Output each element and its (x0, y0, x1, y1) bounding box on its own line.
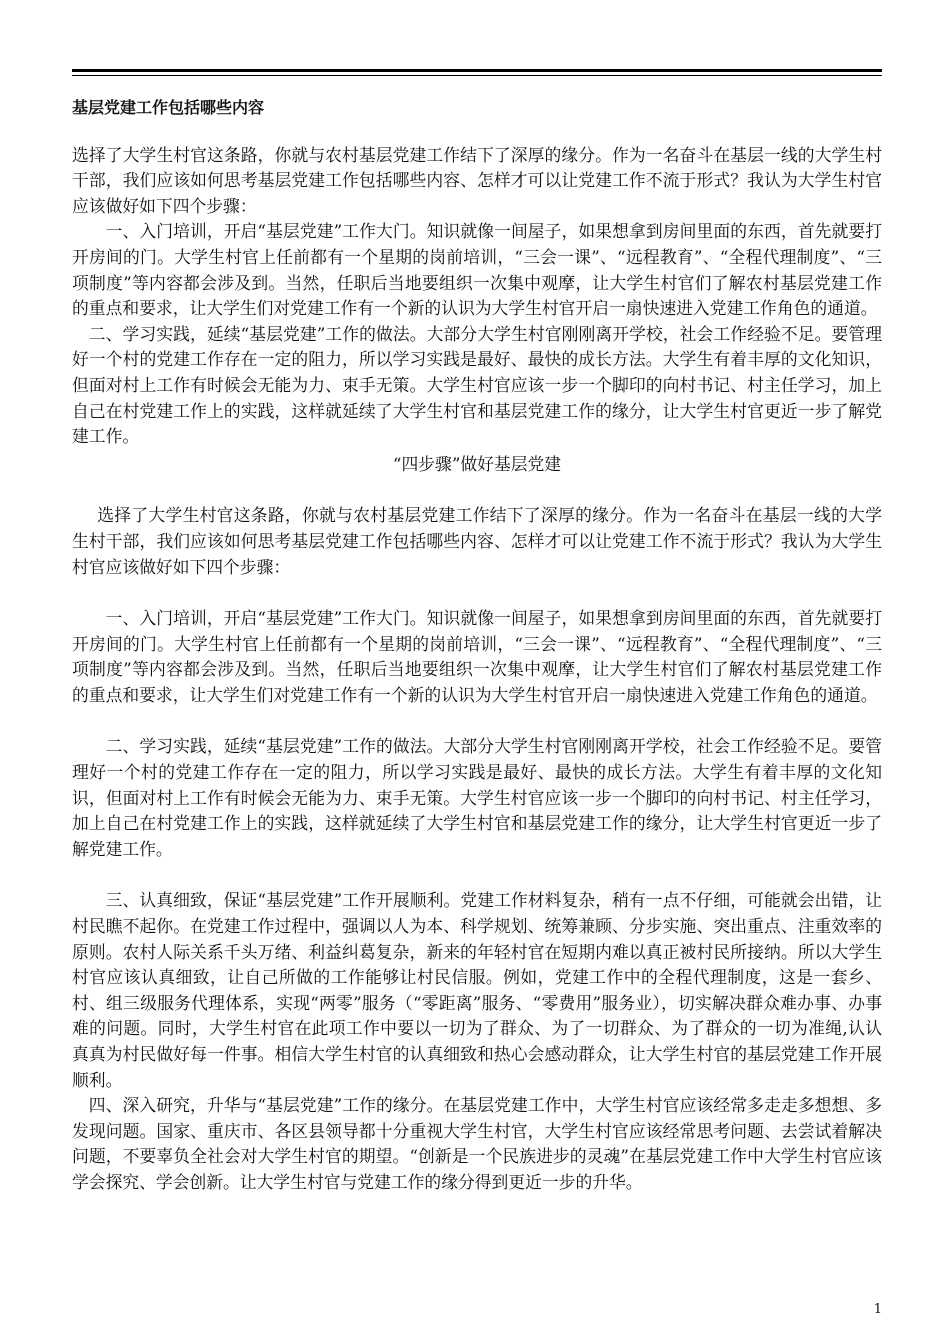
paragraph-step-4: 四、深入研究，升华与“基层党建”工作的缘分。在基层党建工作中，大学生村官应该经常多走走多想想、多发现问题。国家、重庆市、各区县领导都十分重视大学生村官，大学生村官应该经常思考问题、去尝试着解决问题，不要辜负全社会对大学生村官的期望。“创新是一个民族进步的灵魂”在基层党建工作中大学生村官应该学会探究、学会创新。让大学生村官与党建工作的缘分得到更近一步的升华。 (72, 1095, 882, 1192)
section-subtitle: “四步骤”做好基层党建 (392, 453, 562, 474)
paragraph-step-1: 一、入门培训，开启“基层党建”工作大门。知识就像一间屋子，如果想拿到房间里面的东西，首先就要打开房间的门。大学生村官上任前都有一个星期的岗前培训，“三会一课”、“远程教育”、“全程代理制度”、“三项制度”等内容都会涉及到。当然，任职后当地要组织一次集中观摩，让大学生村官们了解农村基层党建工作的重点和要求，让大学生们对党建工作有一个新的认识为大学生村官开启一扇快速进入党建工作角色的通道。 (72, 221, 882, 319)
document-body (72, 95, 882, 1196)
paragraph-step-2: 二、学习实践，延续“基层党建”工作的做法。大部分大学生村官刚刚离开学校，社会工作经验不足。要管理好一个村的党建工作存在一定的阻力，所以学习实践是最好、最快的成长方法。大学生有着丰厚的文化知识，但面对村上工作有时候会无能为力、束手无策。大学生村官应该一步一个脚印的向村书记、村主任学习，加上自己在村党建工作上的实践，这样就延续了大学生村官和基层党建工作的缘分，让大学生村官更近一步了解党建工作。 (72, 323, 882, 447)
paragraph-intro: 选择了大学生村官这条路，你就与农村基层党建工作结下了深厚的缘分。作为一名奋斗在基层一线的大学生村干部，我们应该如何思考基层党建工作包括哪些内容、怎样才可以让党建工作不流于形式？我认为大学生村官应该做好如下四个步骤： (72, 144, 882, 216)
paragraph-gap (72, 862, 882, 888)
document-title: 基层党建工作包括哪些内容 (72, 98, 265, 117)
paragraph-intro-repeat: 选择了大学生村官这条路，你就与农村基层党建工作结下了深厚的缘分。作为一名奋斗在基层一线的大学生村干部，我们应该如何思考基层党建工作包括哪些内容、怎样才可以让党建工作不流于形式？我认为大学生村官应该做好如下四个步骤： (72, 505, 882, 577)
paragraph-gap (72, 708, 882, 734)
header-rule-thin (72, 75, 882, 76)
page-number: 1 (873, 1302, 882, 1317)
header-rule-thick (72, 69, 882, 72)
paragraph-gap (72, 580, 882, 606)
paragraph-step-2-repeat: 二、学习实践，延续“基层党建”工作的做法。大部分大学生村官刚刚离开学校，社会工作经验不足。要管理好一个村的党建工作存在一定的阻力，所以学习实践是最好、最快的成长方法。大学生有着丰厚的文化知识，但面对村上工作有时候会无能为力、束手无策。大学生村官应该一步一个脚印的向村书记、村主任学习，加上自己在村党建工作上的实践，这样就延续了大学生村官和基层党建工作的缘分，让大学生村官更近一步了解党建工作。 (72, 736, 882, 859)
paragraph-step-1-repeat: 一、入门培训，开启“基层党建”工作大门。知识就像一间屋子，如果想拿到房间里面的东西，首先就要打开房间的门。大学生村官上任前都有一个星期的岗前培训，“三会一课”、“远程教育”、“全程代理制度”、“三项制度”等内容都会涉及到。当然，任职后当地要组织一次集中观摩，让大学生村官们了解农村基层党建工作的重点和要求，让大学生们对党建工作有一个新的认识为大学生村官开启一扇快速进入党建工作角色的通道。 (72, 608, 882, 705)
paragraph-step-3: 三、认真细致，保证“基层党建”工作开展顺利。党建工作材料复杂，稍有一点不仔细，可能就会出错，让村民瞧不起你。在党建工作过程中，强调以人为本、科学规划、统筹兼顾、分步实施、突出重点、注重效率的原则。农村人际关系千头万绪、利益纠葛复杂，新来的年轻村官在短期内难以真正被村民所接纳。所以大学生村官应该认真细致，让自己所做的工作能够让村民信服。例如，党建工作中的全程代理制度，这是一套乡、村、组三级服务代理体系，实现“两零”服务（“零距离”服务、“零费用”服务业），切实解决群众难办事、办事难的问题。同时，大学生村官在此项工作中要以一切为了群众、为了一切群众、为了群众的一切为准绳,认认真真为村民做好每一件事。相信大学生村官的认真细致和热心会感动群众，让大学生村官的基层党建工作开展顺利。 (72, 890, 882, 1090)
